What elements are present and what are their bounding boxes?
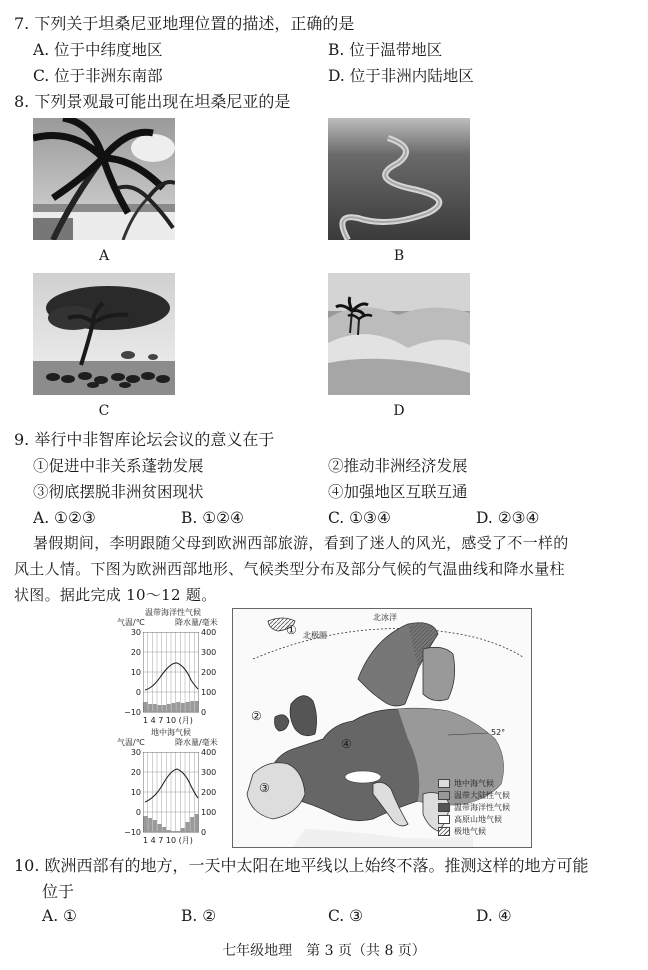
map-marker-2: ② <box>251 709 262 723</box>
chart2-y-tick-20: 20 <box>130 768 141 777</box>
chart2-y-tick-30: 30 <box>130 748 141 757</box>
chart1-right-unit: 降水量/毫米 <box>175 618 218 627</box>
chart2-r-tick-300: 300 <box>201 768 217 777</box>
q7-option-d: D. 位于非洲内陆地区 <box>328 67 474 85</box>
q9-item-4: ④加强地区互联互通 <box>328 483 468 501</box>
photo-b-river <box>328 118 470 240</box>
chart1-r-tick-400: 400 <box>201 628 217 637</box>
chart2-right-unit: 降水量/毫米 <box>175 738 218 747</box>
chart2-r-tick-0: 0 <box>201 828 207 837</box>
chart1-y-tick-10: 10 <box>130 668 141 677</box>
photo-a-label: A <box>98 248 110 264</box>
legend-swatch-continental <box>438 791 450 800</box>
legend-row-polar <box>438 827 528 836</box>
photo-c-savanna <box>33 273 175 395</box>
q9-stem: 9. 举行中非智库论坛会议的意义在于 <box>14 430 275 449</box>
chart1-title: 温带海洋性气候 <box>145 608 201 617</box>
map-label-arctic-circle: 北极圈 <box>303 631 327 640</box>
chart2-plot <box>143 752 199 834</box>
chart1-left-unit: 气温/℃ <box>117 618 145 627</box>
legend-swatch-highland <box>438 815 450 824</box>
photo-d-desert <box>328 273 470 395</box>
chart1-y-tick-30: 30 <box>130 628 141 637</box>
q8-stem: 8. 下列景观最可能出现在坦桑尼亚的是 <box>14 92 291 111</box>
chart2-r-tick-200: 200 <box>201 788 217 797</box>
q10-stem-line-1: 10. 欧洲西部有的地方，一天中太阳在地平线以上始终不落。推测这样的地方可能 <box>14 856 589 875</box>
photo-a-palm-beach <box>33 118 175 240</box>
map-label-52: 52° <box>491 728 506 737</box>
chart1-r-tick-100: 100 <box>201 688 217 697</box>
climate-charts <box>117 606 229 846</box>
chart2-left-unit: 气温/℃ <box>117 738 145 747</box>
photo-b-label: B <box>393 248 405 264</box>
chart1-plot <box>143 632 199 714</box>
legend-swatch-polar <box>438 827 450 836</box>
chart2-r-tick-400: 400 <box>201 748 217 757</box>
chart2-x-ticks: 1 4 7 10 (月) <box>143 836 193 845</box>
q9-item-1: ①促进中非关系蓬勃发展 <box>33 457 204 475</box>
q10-option-d: D. ④ <box>476 907 512 925</box>
legend-label-maritime: 温带海洋性气候 <box>454 803 510 812</box>
chart1-r-tick-300: 300 <box>201 648 217 657</box>
chart1-y-tick-neg10: −10 <box>124 708 141 717</box>
q9-item-3: ③彻底摆脱非洲贫困现状 <box>33 483 204 501</box>
legend-row-mediterranean <box>438 779 528 788</box>
europe-climate-map <box>232 608 532 848</box>
q10-option-b: B. ② <box>181 907 217 925</box>
passage-line-1: 暑假期间，李明跟随父母到欧洲西部旅游，看到了迷人的风光，感受了不一样的 <box>33 534 569 552</box>
q9-item-2: ②推动非洲经济发展 <box>328 457 468 475</box>
q10-option-a: A. ① <box>42 907 77 925</box>
chart2-y-tick-0: 0 <box>135 808 141 817</box>
chart2-r-tick-100: 100 <box>201 808 217 817</box>
photo-d-label: D <box>393 403 405 419</box>
chart1-r-tick-0: 0 <box>201 708 207 717</box>
legend-swatch-mediterranean <box>438 779 450 788</box>
q9-option-d: D. ②③④ <box>476 509 540 527</box>
q7-option-a: A. 位于中纬度地区 <box>33 41 163 59</box>
chart1-r-tick-200: 200 <box>201 668 217 677</box>
chart2-y-tick-neg10: −10 <box>124 828 141 837</box>
legend-label-polar: 极地气候 <box>454 827 486 836</box>
q9-option-a: A. ①②③ <box>33 509 96 527</box>
map-marker-1: ① <box>286 623 297 637</box>
passage-line-2: 风土人情。下图为欧洲西部地形、气候类型分布及部分气候的气温曲线和降水量柱 <box>14 560 565 578</box>
chart1-x-ticks: 1 4 7 10 (月) <box>143 716 193 725</box>
q9-option-c: C. ①③④ <box>328 509 391 527</box>
passage-line-3: 状图。据此完成 10～12 题。 <box>14 586 217 604</box>
map-label-arctic-ocean: 北冰洋 <box>373 613 397 622</box>
map-marker-3: ③ <box>259 781 270 795</box>
map-legend <box>438 779 528 836</box>
legend-swatch-maritime <box>438 803 450 812</box>
legend-row-maritime <box>438 803 528 812</box>
q7-option-c: C. 位于非洲东南部 <box>33 67 163 85</box>
photo-c-label: C <box>98 403 110 419</box>
q10-stem-line-2: 位于 <box>42 882 75 901</box>
q10-option-c: C. ③ <box>328 907 364 925</box>
chart2-y-tick-10: 10 <box>130 788 141 797</box>
map-marker-4: ④ <box>341 737 352 751</box>
q7-option-b: B. 位于温带地区 <box>328 41 443 59</box>
chart1-y-tick-20: 20 <box>130 648 141 657</box>
legend-label-continental: 温带大陆性气候 <box>454 791 510 800</box>
chart1-y-tick-0: 0 <box>135 688 141 697</box>
chart2-title: 地中海气候 <box>151 728 191 737</box>
legend-label-mediterranean: 地中海气候 <box>454 779 494 788</box>
page-footer: 七年级地理 第 3 页（共 8 页） <box>222 943 426 959</box>
legend-label-highland: 高原山地气候 <box>454 815 502 824</box>
legend-row-highland <box>438 815 528 824</box>
q7-stem: 7. 下列关于坦桑尼亚地理位置的描述，正确的是 <box>14 14 355 33</box>
q9-option-b: B. ①②④ <box>181 509 244 527</box>
legend-row-continental <box>438 791 528 800</box>
